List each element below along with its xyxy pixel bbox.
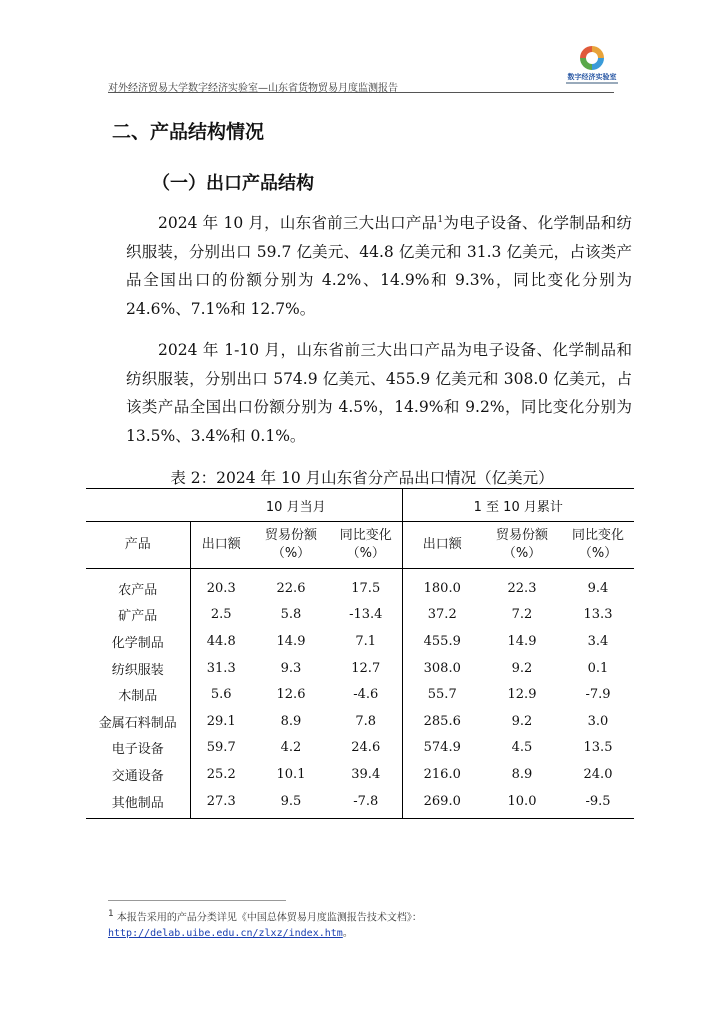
cell-month-share: 22.6 xyxy=(276,580,306,596)
col-header-yoy-month xyxy=(330,522,402,569)
cell-cum-export: 574.9 xyxy=(402,735,482,762)
cell-cum-yoy: 0.1 xyxy=(587,660,609,676)
cell-product: 农产品 xyxy=(118,582,158,598)
cell-month-share: 10.1 xyxy=(276,766,306,782)
footnote xyxy=(108,906,422,942)
group-header-blank xyxy=(86,489,190,522)
cell-cum-yoy: -7.9 xyxy=(585,687,611,703)
cell-month-export: 20.3 xyxy=(190,569,252,602)
table-row xyxy=(86,628,634,655)
cell-month-export: 5.6 xyxy=(190,681,252,708)
cell-product: 金属石料制品 xyxy=(98,715,177,731)
cell-cum-yoy: 9.4 xyxy=(587,580,609,596)
cell-cum-export: 37.2 xyxy=(402,602,482,629)
logo-text: 数字经济实验室 xyxy=(567,73,617,81)
cell-month-yoy: 24.6 xyxy=(351,740,381,756)
col-yoy-unit: （%） xyxy=(346,546,385,561)
col-share-label: 贸易份额 xyxy=(264,528,317,543)
page-header xyxy=(108,72,617,94)
cell-cum-export: 285.6 xyxy=(402,708,482,735)
cell-month-yoy: 7.1 xyxy=(355,633,377,649)
paragraph-monthly xyxy=(126,206,632,323)
table-group-header xyxy=(86,489,634,522)
table-row xyxy=(86,761,634,788)
cell-month-yoy: 12.7 xyxy=(351,660,381,676)
cell-cum-yoy: 24.0 xyxy=(583,766,613,782)
cell-month-share: 5.8 xyxy=(280,607,302,623)
col-header-share-month xyxy=(252,522,330,569)
col-header-export-cum: 出口额 xyxy=(402,522,482,569)
lab-logo xyxy=(567,46,617,90)
table-row xyxy=(86,735,634,762)
export-table xyxy=(86,488,634,819)
col-header-export-month: 出口额 xyxy=(190,522,252,569)
col-yoy-unit: （%） xyxy=(578,546,618,561)
col-share-unit: （%） xyxy=(502,546,542,561)
cell-month-export: 44.8 xyxy=(190,628,252,655)
paragraph-cumulative: 2024 年 1-10 月，山东省前三大出口产品为电子设备、化学制品和纺织服装，分别出口 574.9 亿美元、455.9 亿美元和 308.0 亿美元，占该类产品全国出口份额分别为 4.5%，14.9%和 9.2%，同比变化分别为 13.5%、3.4%和 0.1%。 xyxy=(126,341,632,445)
cell-month-export: 31.3 xyxy=(190,655,252,682)
cell-month-share: 9.3 xyxy=(280,660,302,676)
table-row xyxy=(86,655,634,682)
cell-product: 化学制品 xyxy=(111,635,164,651)
section-subheading: （一）出口产品结构 xyxy=(152,173,314,194)
cell-cum-export: 216.0 xyxy=(402,761,482,788)
footnote-divider xyxy=(108,900,286,901)
cell-month-share: 9.5 xyxy=(252,788,330,819)
group-header-cumulative: 1 至 10 月累计 xyxy=(402,489,634,522)
cell-cum-share: 14.9 xyxy=(507,633,537,649)
cell-product: 纺织服装 xyxy=(111,662,164,678)
table-row xyxy=(86,602,634,629)
col-yoy-label: 同比变化 xyxy=(339,528,392,543)
cell-cum-share: 10.0 xyxy=(482,788,562,819)
table-column-header xyxy=(86,522,634,569)
cell-cum-export: 180.0 xyxy=(402,569,482,602)
cell-month-share: 12.6 xyxy=(276,687,306,703)
logo-underline xyxy=(566,82,618,84)
cell-cum-export: 269.0 xyxy=(402,788,482,819)
footnote-ref[interactable]: 1 xyxy=(437,215,444,225)
cell-product: 其他制品 xyxy=(86,788,190,819)
footnote-text: 本报告采用的产品分类详见《中国总体贸易月度监测报告技术文档》： xyxy=(116,912,422,924)
cell-cum-yoy: 3.4 xyxy=(587,633,609,649)
cell-product: 电子设备 xyxy=(111,742,164,758)
cell-month-yoy: 39.4 xyxy=(351,766,381,782)
cell-month-share: 4.2 xyxy=(280,740,302,756)
cell-cum-yoy: -9.5 xyxy=(562,788,634,819)
table-row xyxy=(86,569,634,602)
cell-cum-yoy: 3.0 xyxy=(587,713,609,729)
cell-cum-share: 9.2 xyxy=(511,660,533,676)
col-share-label: 贸易份额 xyxy=(495,528,548,543)
globe-logo-icon xyxy=(580,46,604,70)
cell-month-export: 59.7 xyxy=(190,735,252,762)
cell-cum-share: 7.2 xyxy=(511,607,533,623)
cell-cum-yoy: 13.3 xyxy=(583,607,613,623)
cell-cum-yoy: 13.5 xyxy=(583,740,613,756)
table-row xyxy=(86,708,634,735)
section-heading: 二、产品结构情况 xyxy=(112,121,265,143)
group-header-month: 10 月当月 xyxy=(190,489,402,522)
cell-month-export: 2.5 xyxy=(190,602,252,629)
table-row xyxy=(86,788,634,819)
cell-product: 交通设备 xyxy=(111,768,164,784)
footnote-mark: 1 xyxy=(108,909,114,919)
paragraph-monthly-start: 2024 年 10 月，山东省前三大出口产品 xyxy=(158,214,438,233)
cell-cum-share: 22.3 xyxy=(507,580,537,596)
cell-month-share: 8.9 xyxy=(280,713,302,729)
cell-month-yoy: -13.4 xyxy=(349,607,383,623)
paragraph-monthly-end: 为电子设备、化学制品和纺织服装，分别出口 59.7 亿美元、44.8 亿美元和 31.3 亿美元，占该类产品全国出口的份额分别为 4.2%、14.9%和 9.3%，同比变化分别为 24.6%、7.1%和 12.7%。 xyxy=(126,214,632,318)
cell-month-yoy: -7.8 xyxy=(330,788,402,819)
cell-cum-share: 12.9 xyxy=(507,687,537,703)
col-yoy-label: 同比变化 xyxy=(571,528,624,543)
cell-cum-export: 55.7 xyxy=(402,681,482,708)
cell-cum-export: 455.9 xyxy=(402,628,482,655)
cell-cum-share: 9.2 xyxy=(511,713,533,729)
cell-cum-share: 4.5 xyxy=(511,740,533,756)
cell-month-export: 29.1 xyxy=(190,708,252,735)
cell-month-export: 27.3 xyxy=(190,788,252,819)
cell-cum-share: 8.9 xyxy=(511,766,533,782)
cell-cum-export: 308.0 xyxy=(402,655,482,682)
col-header-yoy-cum xyxy=(562,522,634,569)
cell-month-share: 14.9 xyxy=(276,633,306,649)
col-header-product: 产品 xyxy=(86,522,190,569)
cell-product: 木制品 xyxy=(118,689,158,705)
cell-month-yoy: 7.8 xyxy=(355,713,377,729)
table-caption: 表 2：2024 年 10 月山东省分产品出口情况（亿美元） xyxy=(170,469,554,487)
table-row xyxy=(86,681,634,708)
footnote-link-suffix: 。 xyxy=(342,928,353,940)
col-share-unit: （%） xyxy=(271,546,311,561)
cell-product: 矿产品 xyxy=(118,609,158,625)
cell-month-export: 25.2 xyxy=(190,761,252,788)
header-title: 对外经济贸易大学数字经济实验室—山东省货物贸易月度监测报告 xyxy=(108,83,398,94)
col-header-share-cum xyxy=(482,522,562,569)
footnote-link[interactable]: http://delab.uibe.edu.cn/zlxz/index.htm xyxy=(108,928,343,940)
cell-month-yoy: -4.6 xyxy=(353,687,379,703)
cell-month-yoy: 17.5 xyxy=(351,580,381,596)
